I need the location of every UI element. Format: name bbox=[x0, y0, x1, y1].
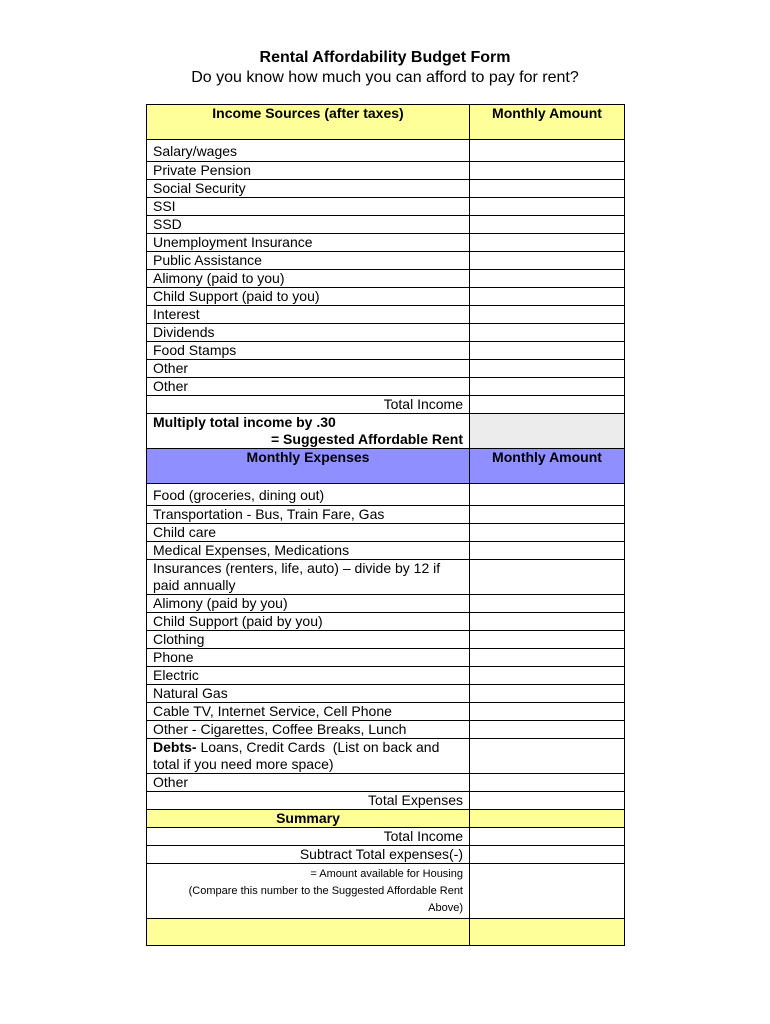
debts-description: Loans, Credit Cards (List on back and total if you need more space) bbox=[153, 739, 444, 772]
income-amount-input[interactable] bbox=[470, 140, 625, 162]
total-expenses-label: Total Expenses bbox=[147, 792, 470, 810]
income-item-row bbox=[147, 324, 625, 342]
income-amount-input[interactable] bbox=[470, 216, 625, 234]
expense-amount-input[interactable] bbox=[470, 649, 625, 667]
expense-item-label: Child Support (paid by you) bbox=[147, 613, 470, 631]
income-item-row bbox=[147, 234, 625, 252]
income-sources-header: Income Sources (after taxes) bbox=[147, 105, 470, 140]
income-item-label: Interest bbox=[147, 306, 470, 324]
expense-item-label: Insurances (renters, life, auto) – divide by 12 if paid annually bbox=[147, 560, 470, 595]
income-item-row bbox=[147, 198, 625, 216]
expense-amount-input[interactable] bbox=[470, 524, 625, 542]
expense-item-label: Natural Gas bbox=[147, 685, 470, 703]
income-amount-input[interactable] bbox=[470, 306, 625, 324]
monthly-expenses-header: Monthly Expenses bbox=[147, 449, 470, 484]
expense-item-row bbox=[147, 560, 625, 595]
summary-header-row bbox=[147, 810, 625, 828]
expenses-amount-header: Monthly Amount bbox=[470, 449, 625, 484]
income-item-label: Other bbox=[147, 378, 470, 396]
expense-item-row bbox=[147, 703, 625, 721]
total-expenses-input[interactable] bbox=[470, 792, 625, 810]
expense-item-row bbox=[147, 721, 625, 739]
multiply-label: Multiply total income by .30 bbox=[153, 414, 336, 430]
income-amount-input[interactable] bbox=[470, 162, 625, 180]
expense-item-label: Other - Cigarettes, Coffee Breaks, Lunch bbox=[147, 721, 470, 739]
expense-amount-input[interactable] bbox=[470, 613, 625, 631]
expense-item-row bbox=[147, 595, 625, 613]
summary-header: Summary bbox=[147, 810, 470, 828]
final-row bbox=[147, 919, 625, 946]
compare-note: (Compare this number to the Suggested Affordable Rent Above) bbox=[188, 885, 463, 914]
income-amount-header: Monthly Amount bbox=[470, 105, 625, 140]
summary-subtract-input[interactable] bbox=[470, 846, 625, 864]
expense-item-row bbox=[147, 484, 625, 506]
debts-label bbox=[147, 739, 470, 774]
budget-table bbox=[146, 104, 625, 946]
form-subtitle: Do you know how much you can afford to pay for rent? bbox=[191, 69, 579, 86]
expense-item-row bbox=[147, 667, 625, 685]
expense-other-row bbox=[147, 774, 625, 792]
expense-amount-input[interactable] bbox=[470, 484, 625, 506]
income-item-row bbox=[147, 140, 625, 162]
debts-bold-label: Debts- bbox=[153, 739, 197, 755]
income-amount-input[interactable] bbox=[470, 198, 625, 216]
income-item-label: Salary/wages bbox=[147, 140, 470, 162]
expense-amount-input[interactable] bbox=[470, 595, 625, 613]
expense-item-row bbox=[147, 506, 625, 524]
expense-item-label: Clothing bbox=[147, 631, 470, 649]
amount-available-label bbox=[147, 864, 470, 919]
form-title: Rental Affordability Budget Form bbox=[259, 49, 511, 66]
expense-amount-input[interactable] bbox=[470, 560, 625, 595]
income-item-row bbox=[147, 162, 625, 180]
suggested-rent-input[interactable] bbox=[470, 414, 625, 449]
expense-item-label: Cable TV, Internet Service, Cell Phone bbox=[147, 703, 470, 721]
expense-amount-input[interactable] bbox=[470, 685, 625, 703]
expense-item-label: Electric bbox=[147, 667, 470, 685]
income-item-row bbox=[147, 306, 625, 324]
summary-subtract-row bbox=[147, 846, 625, 864]
expense-other-input[interactable] bbox=[470, 774, 625, 792]
income-amount-input[interactable] bbox=[470, 378, 625, 396]
summary-total-income-input[interactable] bbox=[470, 828, 625, 846]
total-expenses-row bbox=[147, 792, 625, 810]
income-amount-input[interactable] bbox=[470, 288, 625, 306]
expense-amount-input[interactable] bbox=[470, 506, 625, 524]
income-item-row bbox=[147, 270, 625, 288]
expense-amount-input[interactable] bbox=[470, 721, 625, 739]
income-item-label: SSI bbox=[147, 198, 470, 216]
summary-subtract-label: Subtract Total expenses(-) bbox=[147, 846, 470, 864]
income-item-label: Public Assistance bbox=[147, 252, 470, 270]
income-item-label: SSD bbox=[147, 216, 470, 234]
income-item-row bbox=[147, 288, 625, 306]
income-header-row bbox=[147, 105, 625, 140]
income-amount-input[interactable] bbox=[470, 360, 625, 378]
income-item-label: Dividends bbox=[147, 324, 470, 342]
expense-item-label: Phone bbox=[147, 649, 470, 667]
expense-amount-input[interactable] bbox=[470, 542, 625, 560]
income-item-label: Social Security bbox=[147, 180, 470, 198]
amount-available-text: = Amount available for Housing bbox=[310, 868, 463, 880]
income-item-label: Other bbox=[147, 360, 470, 378]
income-amount-input[interactable] bbox=[470, 234, 625, 252]
expense-amount-input[interactable] bbox=[470, 667, 625, 685]
expense-item-row bbox=[147, 649, 625, 667]
suggested-rent-row bbox=[147, 414, 625, 449]
expense-item-label: Alimony (paid by you) bbox=[147, 595, 470, 613]
expense-other-label: Other bbox=[147, 774, 470, 792]
income-item-row bbox=[147, 360, 625, 378]
expense-item-row bbox=[147, 631, 625, 649]
income-item-row bbox=[147, 180, 625, 198]
income-item-row bbox=[147, 342, 625, 360]
expense-item-row bbox=[147, 542, 625, 560]
income-amount-input[interactable] bbox=[470, 324, 625, 342]
income-item-label: Alimony (paid to you) bbox=[147, 270, 470, 288]
total-income-input[interactable] bbox=[470, 396, 625, 414]
income-item-row bbox=[147, 216, 625, 234]
debts-amount-input[interactable] bbox=[470, 739, 625, 774]
debts-row bbox=[147, 739, 625, 774]
total-income-row bbox=[147, 396, 625, 414]
total-income-label: Total Income bbox=[147, 396, 470, 414]
income-item-label: Unemployment Insurance bbox=[147, 234, 470, 252]
expense-item-row bbox=[147, 685, 625, 703]
amount-available-row bbox=[147, 864, 625, 919]
expense-item-label: Child care bbox=[147, 524, 470, 542]
summary-total-income-row bbox=[147, 828, 625, 846]
suggested-affordable-rent-label: = Suggested Affordable Rent bbox=[270, 431, 463, 447]
income-amount-input[interactable] bbox=[470, 270, 625, 288]
expense-item-row bbox=[147, 613, 625, 631]
expense-amount-input[interactable] bbox=[470, 703, 625, 721]
expense-amount-input[interactable] bbox=[470, 631, 625, 649]
income-item-row bbox=[147, 252, 625, 270]
suggested-rent-label bbox=[147, 414, 470, 449]
expense-item-label: Medical Expenses, Medications bbox=[147, 542, 470, 560]
summary-amount-header bbox=[470, 810, 625, 828]
income-item-label: Private Pension bbox=[147, 162, 470, 180]
income-amount-input[interactable] bbox=[470, 342, 625, 360]
final-label-cell bbox=[147, 919, 470, 946]
summary-total-income-label: Total Income bbox=[147, 828, 470, 846]
income-item-row bbox=[147, 378, 625, 396]
income-item-label: Child Support (paid to you) bbox=[147, 288, 470, 306]
amount-available-input[interactable] bbox=[470, 864, 625, 919]
expense-item-label: Food (groceries, dining out) bbox=[147, 484, 470, 506]
income-amount-input[interactable] bbox=[470, 180, 625, 198]
income-amount-input[interactable] bbox=[470, 252, 625, 270]
expenses-header-row bbox=[147, 449, 625, 484]
expense-item-label: Transportation - Bus, Train Fare, Gas bbox=[147, 506, 470, 524]
expense-item-row bbox=[147, 524, 625, 542]
income-item-label: Food Stamps bbox=[147, 342, 470, 360]
final-amount-input[interactable] bbox=[470, 919, 625, 946]
